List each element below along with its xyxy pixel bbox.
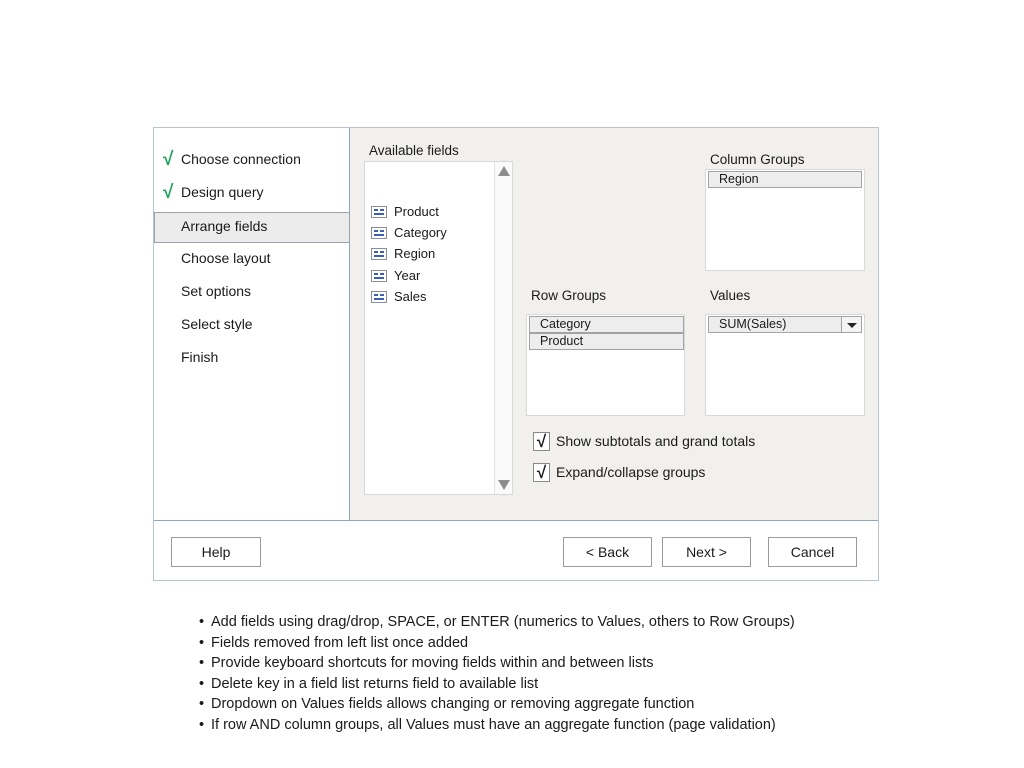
field-icon — [371, 227, 387, 239]
wizard-dialog — [153, 127, 879, 581]
column-group-region[interactable]: Region — [708, 171, 862, 188]
expand-collapse-label: Expand/collapse groups — [556, 464, 706, 480]
help-button[interactable]: Help — [171, 537, 261, 567]
step-label: Arrange fields — [181, 218, 268, 234]
value-field-label: SUM(Sales) — [719, 317, 787, 331]
step-label: Finish — [181, 349, 219, 365]
step-design-query[interactable] — [154, 177, 350, 208]
step-finish[interactable] — [154, 342, 350, 373]
scroll-up-arrow-icon[interactable] — [498, 166, 510, 176]
field-icon — [371, 291, 387, 303]
next-button[interactable]: Next > — [662, 537, 751, 567]
chevron-down-icon[interactable] — [841, 316, 862, 333]
field-icon — [371, 248, 387, 260]
field-icon — [371, 270, 387, 282]
cancel-button[interactable]: Cancel — [768, 537, 857, 567]
row-groups-list[interactable] — [526, 314, 685, 416]
wizard-steps-panel — [154, 128, 350, 520]
field-label: Product — [394, 204, 439, 219]
step-select-style[interactable] — [154, 309, 350, 340]
step-check-icon: √ — [163, 182, 174, 203]
design-note: • If row AND column groups, all Values must have an aggregate function (page validation) — [199, 715, 795, 736]
step-choose-layout[interactable] — [154, 243, 350, 274]
step-check-icon: √ — [163, 149, 174, 170]
field-label: Sales — [394, 289, 427, 304]
step-choose-connection[interactable] — [154, 144, 350, 175]
values-list[interactable] — [705, 314, 865, 416]
row-group-category[interactable]: Category — [529, 316, 684, 333]
field-icon — [371, 206, 387, 218]
available-fields-label: Available fields — [369, 143, 459, 158]
field-label: Category — [394, 225, 447, 240]
column-groups-list[interactable] — [705, 169, 865, 271]
value-sum-sales[interactable] — [708, 316, 862, 333]
step-label: Select style — [181, 316, 253, 332]
expand-collapse-checkbox[interactable]: √ — [533, 463, 550, 482]
design-note: • Dropdown on Values fields allows changing or removing aggregate function — [199, 694, 795, 715]
row-groups-label: Row Groups — [531, 288, 607, 303]
step-set-options[interactable] — [154, 276, 350, 307]
show-subtotals-label: Show subtotals and grand totals — [556, 433, 756, 449]
design-note: • Fields removed from left list once added — [199, 633, 795, 654]
wizard-footer — [154, 520, 878, 580]
field-label: Year — [394, 268, 421, 283]
show-subtotals-checkbox[interactable]: √ — [533, 432, 550, 451]
row-group-product[interactable]: Product — [529, 333, 684, 350]
available-fields-list[interactable] — [364, 161, 513, 495]
design-notes-list — [199, 612, 795, 736]
design-note: • Provide keyboard shortcuts for moving fields within and between lists — [199, 653, 795, 674]
design-note: • Add fields using drag/drop, SPACE, or ENTER (numerics to Values, others to Row Groups) — [199, 612, 795, 633]
available-fields-scrollbar[interactable] — [494, 162, 512, 494]
arrange-fields-panel — [350, 128, 878, 520]
back-button[interactable]: < Back — [563, 537, 652, 567]
field-label: Region — [394, 246, 436, 261]
step-label: Choose connection — [181, 151, 301, 167]
values-label: Values — [710, 288, 751, 303]
step-label: Design query — [181, 184, 264, 200]
step-label: Choose layout — [181, 250, 271, 266]
design-note: • Delete key in a field list returns field to available list — [199, 674, 795, 695]
scroll-down-arrow-icon[interactable] — [498, 480, 510, 490]
column-groups-label: Column Groups — [710, 152, 805, 167]
step-arrange-fields[interactable] — [154, 212, 350, 243]
step-label: Set options — [181, 283, 252, 299]
